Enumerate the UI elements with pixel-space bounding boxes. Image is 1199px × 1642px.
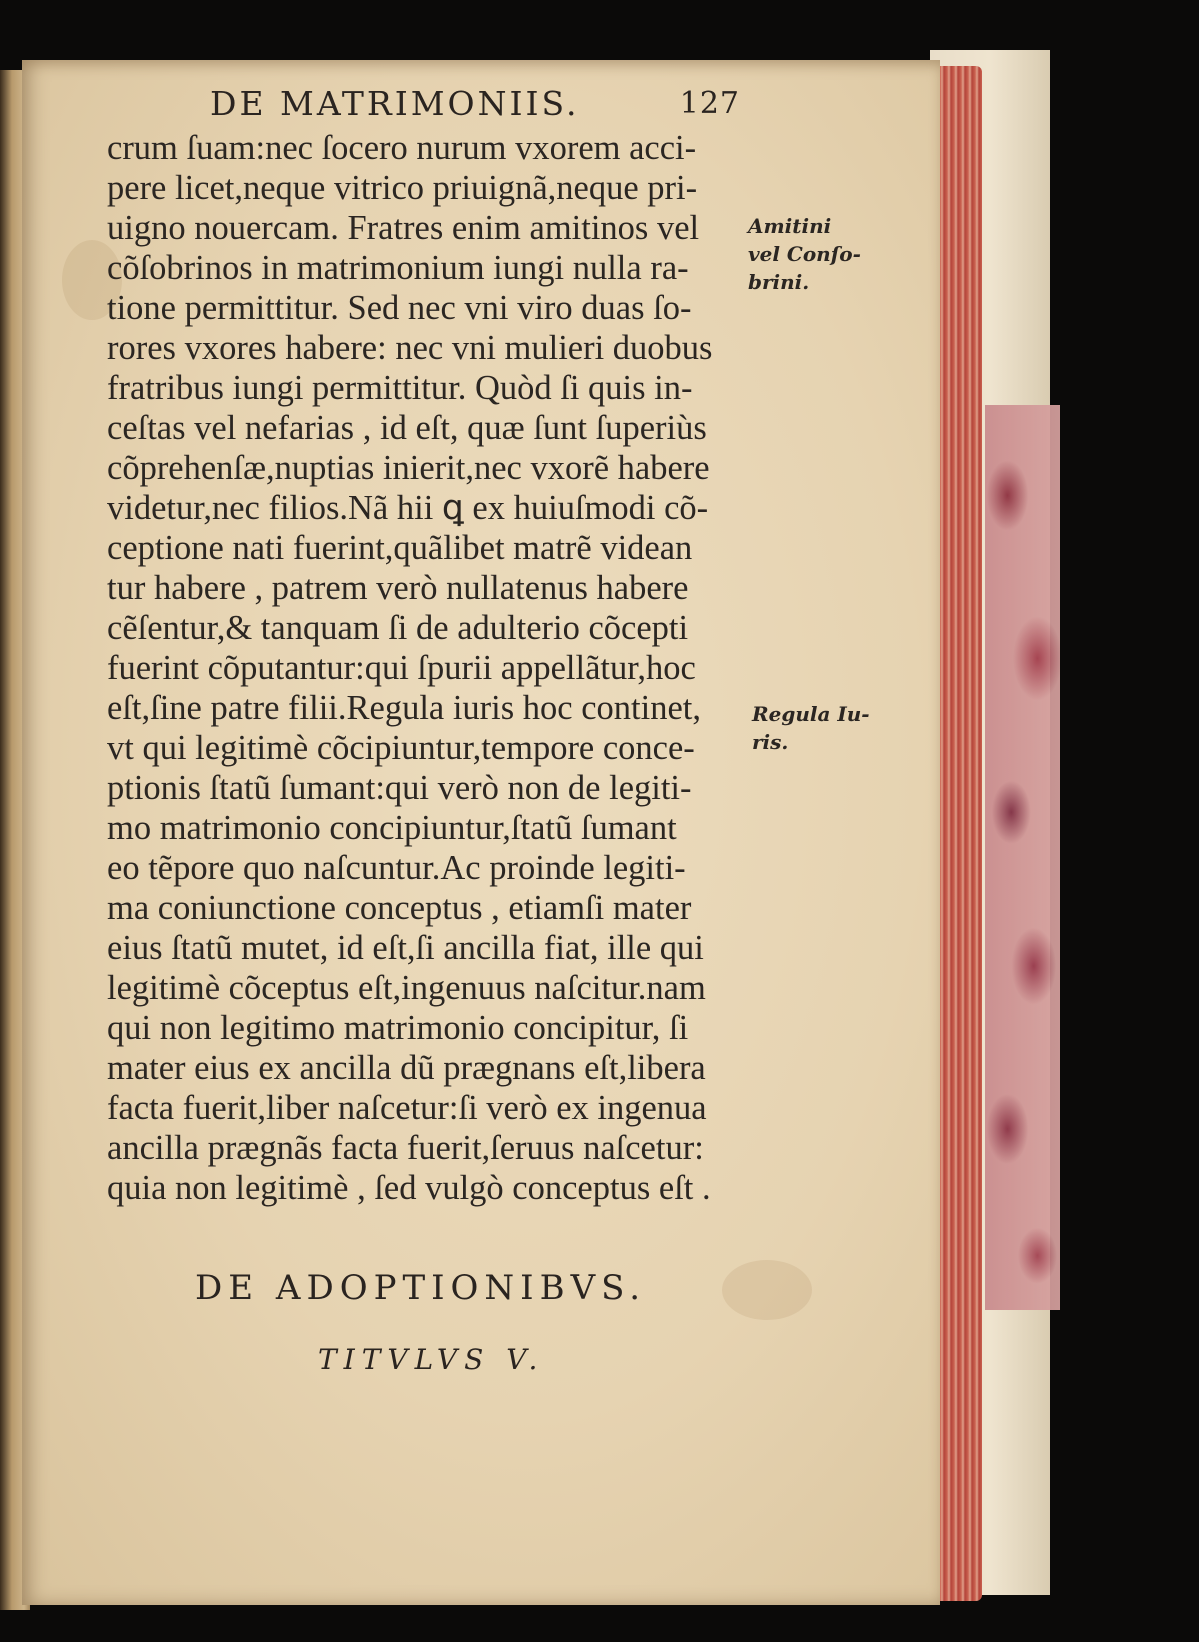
text-line: cõprehenſæ,nuptias inierit,nec vxorẽ habere — [107, 449, 710, 487]
text-line: qui non legitimo matrimonio concipitur, ſi — [107, 1009, 689, 1047]
text-line: quia non legitimè , ſed vulgò conceptus eſt . — [107, 1169, 711, 1207]
margin-note-line: Amitini — [748, 214, 832, 238]
text-line: videtur,nec filios.Nã hii ꝗ ex huiuſmodi cõ- — [107, 489, 709, 527]
text-line: vt qui legitimè cõcipiuntur,tempore conce- — [107, 729, 695, 767]
running-head: DE MATRIMONIIS. — [210, 84, 580, 123]
text-line: facta fuerit,liber naſcetur:ſi verò ex ingenua — [107, 1089, 707, 1127]
page-number: 127 — [679, 86, 740, 121]
text-line: ptionis ſtatũ ſumant:qui verò non de legiti- — [107, 769, 692, 807]
page-header — [210, 84, 740, 124]
margin-note-line: brini. — [748, 270, 810, 294]
text-line: ma coniunctione conceptus , etiamſi mater — [107, 889, 692, 927]
text-line: tur habere , patrem verò nullatenus habere — [107, 569, 689, 607]
text-line: eo tẽpore quo naſcuntur.Ac proinde legiti- — [107, 849, 686, 887]
text-line: mater eius ex ancilla dũ prægnans eſt,libera — [107, 1049, 706, 1087]
text-line: cẽſentur,& tanquam ſi de adulterio cõcepti — [107, 609, 689, 647]
text-line: mo matrimonio concipiuntur,ſtatũ ſumant — [107, 809, 677, 847]
text-line: legitimè cõceptus eſt,ingenuus naſcitur.nam — [107, 969, 706, 1007]
text-line: ceſtas vel nefarias , id eſt, quæ ſunt ſuperiùs — [107, 409, 707, 447]
text-line: fuerint cõputantur:qui ſpurii appellãtur,hoc — [107, 649, 696, 687]
text-line: crum ſuam:nec ſocero nurum vxorem acci- — [107, 129, 697, 167]
text-line: rores vxores habere: nec vni mulieri duobus — [107, 329, 713, 367]
margin-note-line: ris. — [752, 730, 789, 754]
text-line: pere licet,neque vitrico priuignã,neque pri- — [107, 169, 698, 207]
margin-note-line: vel Conſo- — [748, 242, 861, 266]
text-line: ancilla prægnãs facta fuerit,ſeruus naſcetur: — [107, 1129, 704, 1167]
margin-note-line: Regula Iu- — [752, 702, 870, 726]
body-text — [107, 128, 747, 1208]
text-line: tione permittitur. Sed nec vni viro duas ſo- — [107, 289, 692, 327]
text-line: uigno nouercam. Fratres enim amitinos vel — [107, 209, 700, 247]
margin-note-regula — [752, 700, 912, 756]
text-line: eſt,ſine patre filii.Regula iuris hoc continet, — [107, 689, 701, 727]
section-title: DE ADOPTIONIBVS. — [195, 1268, 647, 1308]
text-line: ceptione nati fuerint,quãlibet matrẽ videan — [107, 529, 693, 567]
text-line: fratribus iungi permittitur. Quòd ſi quis in- — [107, 369, 693, 407]
section-subtitle: TITVLVS V. — [318, 1343, 545, 1376]
page-stain — [722, 1260, 812, 1320]
margin-note-amitini — [748, 212, 908, 296]
text-line: cõſobrinos in matrimonium iungi nulla ra- — [107, 249, 689, 287]
marbled-endpaper — [985, 405, 1060, 1310]
text-line: eius ſtatũ mutet, id eſt,ſi ancilla fiat, ille qui — [107, 929, 704, 967]
